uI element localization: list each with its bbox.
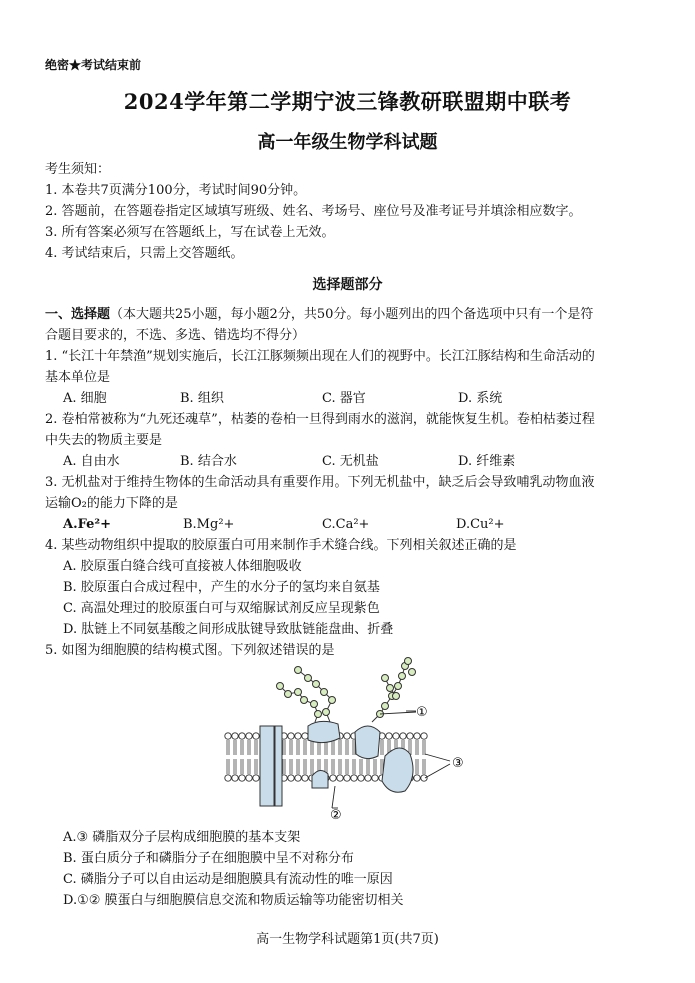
- phospholipid-head: [344, 733, 350, 739]
- subject-title: 高一年级生物学科试题: [257, 132, 438, 153]
- question-stem: 基本单位是: [45, 370, 111, 385]
- phospholipid-head: [288, 733, 294, 739]
- section-title: 选择题部分: [312, 277, 383, 293]
- phospholipid-head: [400, 733, 406, 739]
- option[interactable]: A. 胶原蛋白缝合线可直接被人体细胞吸收: [63, 559, 302, 574]
- question-stem: 运输O₂的能力下降的是: [45, 496, 178, 511]
- option[interactable]: D.Cu²+: [456, 517, 505, 532]
- option[interactable]: C.Ca²+: [322, 517, 370, 532]
- phospholipid-head: [288, 775, 294, 781]
- phospholipid-head: [239, 775, 245, 781]
- part-intro-line: [45, 304, 593, 325]
- option[interactable]: C. 无机盐: [322, 454, 379, 469]
- option-row: [0, 388, 695, 409]
- question-stem: 5. 如图为细胞膜的结构模式图。下列叙述错误的是: [45, 643, 335, 658]
- confidential-label: 绝密★考试结束前: [45, 58, 142, 72]
- phospholipid-head: [407, 733, 413, 739]
- option[interactable]: A. 自由水: [63, 454, 120, 469]
- option[interactable]: A.Fe²+: [63, 517, 111, 532]
- option[interactable]: D. 纤维素: [458, 454, 516, 469]
- phospholipid-head: [344, 775, 350, 781]
- label-1: ①: [416, 705, 428, 720]
- phospholipid-head: [295, 775, 301, 781]
- option[interactable]: A. 细胞: [63, 391, 107, 406]
- option-row: [0, 451, 695, 472]
- option[interactable]: B. 胶原蛋白合成过程中，产生的水分子的氢均来自氨基: [63, 580, 380, 595]
- notice-item: 2. 答题前，在答题卷指定区域填写班级、姓名、考场号、座位号及准考证号并填涂相应数字。: [45, 204, 582, 219]
- question-stem: 3. 无机盐对于维持生物体的生命活动具有重要作用。下列无机盐中，缺乏后会导致哺乳动物血液: [45, 475, 595, 490]
- option[interactable]: B. 蛋白质分子和磷脂分子在细胞膜中呈不对称分布: [63, 851, 354, 866]
- option[interactable]: A.③ 磷脂双分子层构成细胞膜的基本支架: [63, 830, 301, 845]
- phospholipid-head: [365, 775, 371, 781]
- phospholipid-head: [302, 733, 308, 739]
- option[interactable]: C. 磷脂分子可以自由运动是细胞膜具有流动性的唯一原因: [63, 872, 393, 887]
- phospholipid-head: [372, 775, 378, 781]
- exam-title: 2024学年第二学期宁波三锋教研联盟期中联考: [123, 89, 572, 114]
- phospholipid-head: [302, 775, 308, 781]
- part-intro-text: （本大题共25小题，每小题2分，共50分。每小题列出的四个备选项中只有一个是符: [110, 307, 594, 322]
- option[interactable]: B. 组织: [180, 391, 224, 406]
- phospholipid-head: [421, 775, 427, 781]
- notice-heading: 考生须知：: [45, 162, 111, 177]
- phospholipid-head: [246, 775, 252, 781]
- label-3: ③: [452, 756, 464, 771]
- option[interactable]: B. 结合水: [180, 454, 237, 469]
- option[interactable]: C. 器官: [322, 391, 366, 406]
- option[interactable]: D. 系统: [458, 391, 503, 406]
- phospholipid-head: [225, 733, 231, 739]
- phospholipid-head: [386, 733, 392, 739]
- option-row: [0, 514, 695, 535]
- phospholipid-head: [414, 733, 420, 739]
- label-2: ②: [330, 808, 342, 823]
- phospholipid-head: [232, 733, 238, 739]
- notice-item: 3. 所有答案必须写在答题纸上，写在试卷上无效。: [45, 225, 335, 240]
- part-intro-line: 合题目要求的，不选、多选、错选均不得分）: [45, 328, 306, 343]
- phospholipid-head: [239, 733, 245, 739]
- notice-item: 4. 考试结束后，只需上交答题纸。: [45, 246, 244, 261]
- glycoprotein-chains: [277, 658, 416, 723]
- question-stem: 中失去的物质主要是: [45, 433, 163, 448]
- cell-membrane-diagram: [220, 656, 480, 826]
- phospholipid-head: [351, 775, 357, 781]
- option[interactable]: C. 高温处理过的胶原蛋白可与双缩脲试剂反应呈现紫色: [63, 601, 380, 616]
- phospholipid-head: [253, 775, 259, 781]
- question-stem: 4. 某些动物组织中提取的胶原蛋白可用来制作手术缝合线。下列相关叙述正确的是: [45, 538, 517, 553]
- phospholipid-head: [330, 775, 336, 781]
- phospholipid-head: [358, 775, 364, 781]
- phospholipid-head: [295, 733, 301, 739]
- question-stem: 1. “长江十年禁渔”规划实施后，长江江豚频频出现在人们的视野中。长江江豚结构和生命活动的: [45, 349, 595, 364]
- notice-item: 1. 本卷共7页满分100分，考试时间90分钟。: [45, 183, 307, 198]
- phospholipid-head: [337, 775, 343, 781]
- phospholipid-head: [393, 733, 399, 739]
- page-footer: 高一生物学科试题第1页(共7页): [256, 932, 439, 947]
- phospholipid-head: [225, 775, 231, 781]
- option[interactable]: D.①② 膜蛋白与细胞膜信息交流和物质运输等功能密切相关: [63, 893, 404, 908]
- part-label: 一、选择题: [45, 307, 111, 322]
- question-stem: 2. 卷柏常被称为“九死还魂草”，枯萎的卷柏一旦得到雨水的滋润，就能恢复生机。卷柏枯萎过程: [45, 412, 595, 427]
- phospholipid-head: [414, 775, 420, 781]
- option[interactable]: B.Mg²+: [183, 517, 235, 532]
- phospholipid-head: [421, 733, 427, 739]
- phospholipid-head: [232, 775, 238, 781]
- phospholipid-head: [246, 733, 252, 739]
- option[interactable]: D. 肽链上不同氨基酸之间形成肽键导致肽链能盘曲、折叠: [63, 622, 394, 637]
- phospholipid-head: [253, 733, 259, 739]
